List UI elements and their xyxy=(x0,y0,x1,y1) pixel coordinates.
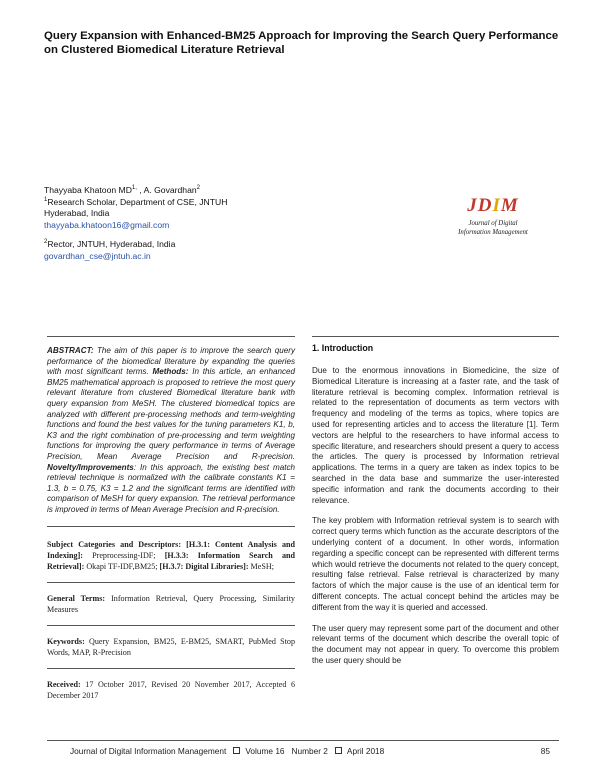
keywords-label: Keywords: xyxy=(47,636,85,646)
abstract-text-2: In this article, an enhanced BM25 mathematical approach is proposed to retrieve the most query relevant literature from clustered Biomedical literature bank with query expansion from MeSH. The clustered biomedical topics are analyzed with different pre-processing methods and term-weighting functions and found the best values for the tuning parameters K1, b, K3 and the right combination of pre-processing and term weighting functions for improving the query performance in terms of Average Precision, Mean Average Precision and R-precision. xyxy=(47,367,295,461)
general-terms xyxy=(47,593,295,615)
intro-paragraph-3: The user query may represent some part of the document and other relevant terms of the document which describe the overall topic of the document may not appear in query. To overcome this problem the user query should be xyxy=(312,623,559,665)
general-terms-text: Information Retrieval, Query Processing, Similarity Measures xyxy=(47,593,295,614)
footer-volume: Volume 16 xyxy=(245,746,285,756)
subject-cat-2: [H.3.3: Information Search and Retrieval]: xyxy=(47,550,296,571)
footer-number: Number 2 xyxy=(291,746,328,756)
subject-cat-1: [H.3.1: Content Analysis and Indexing]: xyxy=(47,539,295,560)
keywords xyxy=(47,636,295,658)
received-label: Received: xyxy=(47,679,81,689)
novelty-label: Novelty/Improvements xyxy=(47,462,134,472)
square-bullet-icon xyxy=(335,747,342,754)
journal-logo xyxy=(452,196,534,237)
intro-paragraph-2: The key problem with Information retrieval system is to search with correct query terms which function as the accurate descriptors of the underlying content of a document. In other words, information regarding a specific concept can be represented with different terms which would retrieve the documents not related to the query concept, resulting false retrieval. False retrieval is characterized by many factors of which the major cause is the use of an identical term for different concepts. The actual concept behind the articles may be different from the way it is queried and accessed. xyxy=(312,516,560,612)
abstract-top-rule xyxy=(47,336,295,337)
footer-date: April 2018 xyxy=(346,746,385,756)
paper-title: Query Expansion with Enhanced-BM25 Approach for Improving the Search Query Performance on Clustered Biomedical Literature Retrieval xyxy=(44,30,559,56)
affiliation-2 xyxy=(44,239,344,251)
general-terms-bottom-rule xyxy=(47,625,295,626)
author-1-name: Thayyaba Khatoon MD xyxy=(44,185,132,195)
author-names xyxy=(44,185,344,197)
affiliation-1 xyxy=(44,197,344,209)
keywords-text: Query Expansion, BM25, E-BM25, SMART, PubMed Stop Words, MAP, R-Precision xyxy=(47,636,295,657)
logo-letters-jd: JD xyxy=(467,195,493,216)
affiliation-1-city: Hyderabad, India xyxy=(44,208,110,219)
subject-label: Subject Categories and Descriptors: xyxy=(47,539,182,549)
received-dates xyxy=(47,679,295,701)
subject-categories xyxy=(47,539,295,572)
affiliation-1-line1: Research Scholar, Department of CSE, JNTUH xyxy=(47,196,228,207)
affiliation-2-line1: Rector, JNTUH, Hyderabad, India xyxy=(47,239,176,250)
author-block xyxy=(44,185,344,263)
subject-bottom-rule xyxy=(47,582,295,583)
page-footer xyxy=(70,746,550,756)
page-number: 85 xyxy=(540,746,550,756)
email-2-link[interactable]: govardhan_cse@jntuh.ac.in xyxy=(44,250,151,261)
abstract-bottom-rule xyxy=(47,526,295,527)
abstract-text-3: : In this approach, the existing best match retrieval technique is normalized with the calibrate constants K1 = 1.3, b = 0.75, K3 = 1.2 and the significant terms are identified with comparison of MeSH for query expansion. The retrieval performance is improved in terms of Mean Average Precision and R-precision. xyxy=(47,462,295,514)
methods-label: Methods: xyxy=(152,367,189,377)
logo-caption xyxy=(452,220,534,237)
logo-letter-i: I xyxy=(492,195,501,216)
general-terms-label: General Terms: xyxy=(47,593,106,603)
keywords-bottom-rule xyxy=(47,668,295,669)
subject-cat-1-text: Preprocessing-IDF; xyxy=(82,550,165,560)
logo-caption-line1: Journal of Digital xyxy=(468,220,518,227)
author-2-sup: 2 xyxy=(196,185,200,192)
affiliation-2-sup: 2 xyxy=(44,239,48,246)
footer-journal: Journal of Digital Information Management xyxy=(70,746,227,756)
section-heading-introduction: 1. Introduction xyxy=(312,343,374,353)
email-1-link[interactable]: thayyaba.khatoon16@gmail.com xyxy=(44,219,170,230)
footer-rule xyxy=(47,740,559,741)
left-column xyxy=(47,346,295,701)
subject-cat-3: [H.3.7: Digital Libraries]: xyxy=(159,561,249,571)
logo-letter-m: M xyxy=(500,195,519,216)
logo-caption-line2: Information Management xyxy=(458,228,528,236)
square-bullet-icon xyxy=(233,747,240,754)
right-column xyxy=(312,343,559,677)
affiliation-1-sup: 1 xyxy=(44,196,48,203)
intro-paragraph-1: Due to the enormous innovations in Biomedicine, the size of Biomedical Literature is increasing at a faster rate, and the task of literature retrieval is becoming complex. Information retrieval is related to the representation of documents as term vectors with frequency and modeling of the terms as topics, where topics are used for representing articles and to access the literature [1]. Term vectors are helpful to the researchers to have informal access to specific literature, and researchers should present a query to access the articles. The query is processed by Information retrieval applications. The terms in a query are taken as index topics to be searched in the data base and summarize the user-interested specific information and rank the documents according to their relevance. xyxy=(312,366,559,505)
abstract-label: ABSTRACT: xyxy=(47,346,94,355)
abstract-text-1: The aim of this paper is to improve the search query performance of the biomedical literature by expanding the queries with most significant terms. xyxy=(47,346,295,377)
subject-cat-2-text: Okapi TF-IDF,BM25; xyxy=(84,561,160,571)
received-text: 17 October 2017, Revised 20 November 2017, Accepted 6 December 2017 xyxy=(47,679,295,700)
author-1-sup: 1, xyxy=(131,185,137,192)
intro-top-rule xyxy=(312,336,559,337)
abstract xyxy=(47,346,295,516)
subject-cat-3-text: MeSH; xyxy=(248,561,274,571)
jdim-logo-mark xyxy=(452,196,534,216)
author-2-name: , A. Govardhan xyxy=(136,185,197,195)
